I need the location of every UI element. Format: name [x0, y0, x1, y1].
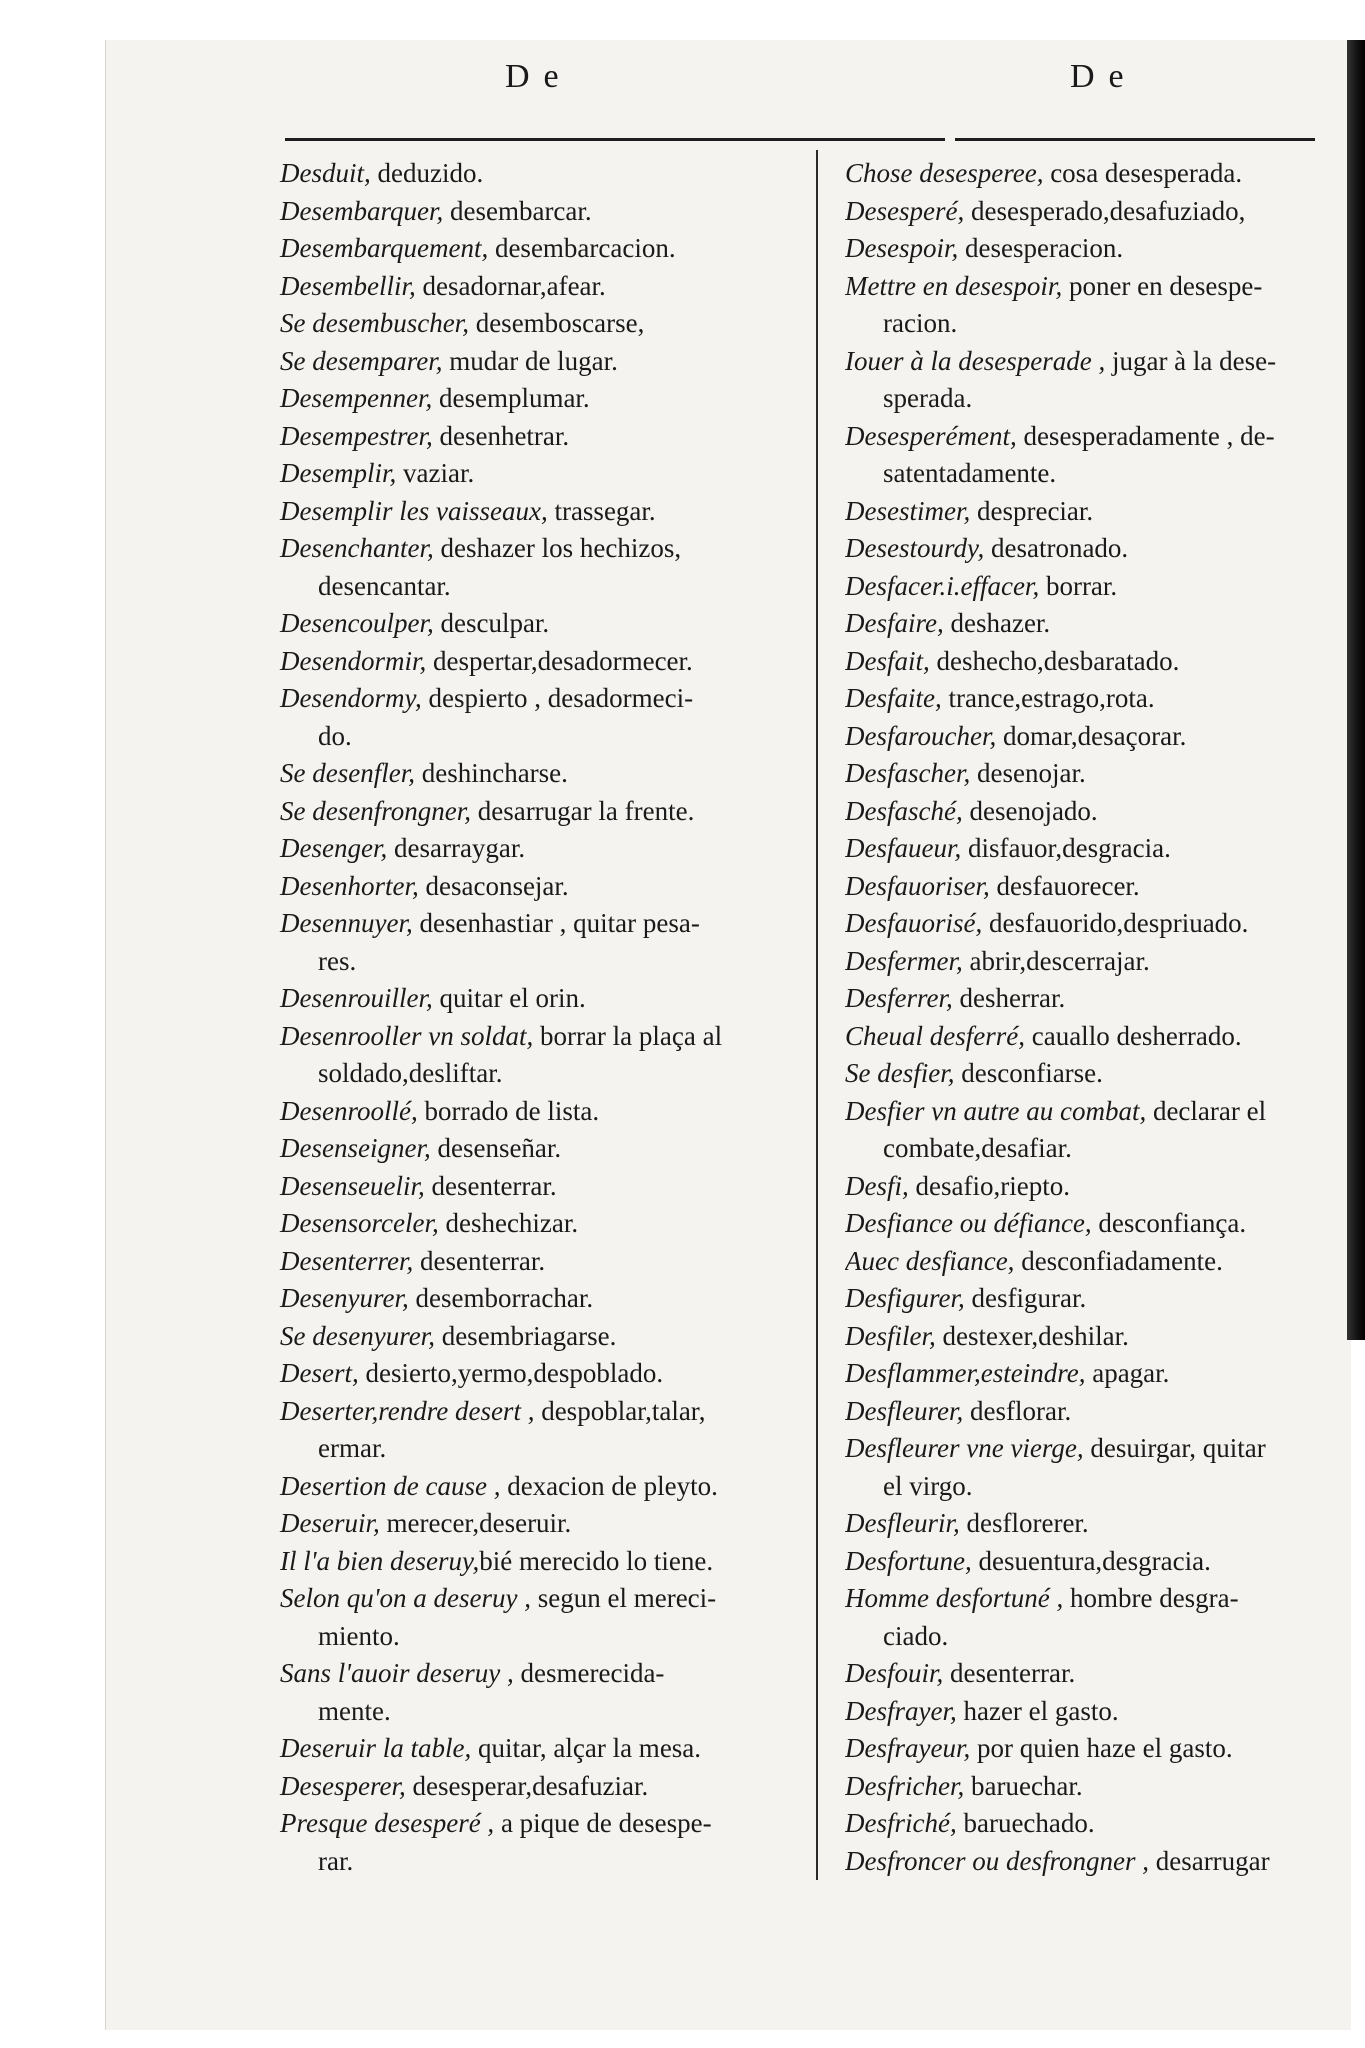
- dictionary-entry-line: [280, 755, 800, 793]
- spanish-translation: desesperar,desafuziar.: [405, 1770, 649, 1801]
- spanish-translation: desemboscarse,: [468, 308, 645, 338]
- spanish-translation: destexer,deshilar.: [935, 1320, 1129, 1351]
- french-headword: Desfaueur,: [845, 833, 962, 863]
- dictionary-entry-line: [280, 1393, 800, 1431]
- dictionary-entry-line: [845, 793, 1345, 831]
- french-headword: Desfigurer,: [845, 1283, 965, 1313]
- french-headword: Desencoulper,: [280, 608, 434, 638]
- spanish-translation: sperada.: [883, 383, 973, 413]
- dictionary-entry-line: [845, 1618, 1345, 1656]
- dictionary-entry-line: [845, 305, 1345, 343]
- french-headword: Desfi,: [845, 1170, 909, 1201]
- spanish-translation: bié merecido lo tiene.: [479, 1545, 714, 1576]
- french-headword: Mettre en desespoir,: [845, 270, 1063, 301]
- french-headword: Desenroollé,: [280, 1095, 418, 1126]
- french-headword: Desenseigner,: [280, 1133, 431, 1163]
- french-headword: Desendormy,: [280, 683, 422, 713]
- french-headword: Desesperé,: [845, 195, 965, 226]
- french-headword: Desfleurir,: [845, 1508, 960, 1538]
- dictionary-entry-line: [280, 1543, 800, 1581]
- spanish-translation: desencantar.: [318, 570, 451, 601]
- french-headword: Se desfier,: [845, 1058, 955, 1088]
- dictionary-entry-line: [280, 530, 800, 568]
- dictionary-entry-line: [280, 1205, 800, 1243]
- spanish-translation: desarrugar la frente.: [470, 795, 695, 826]
- right-column: [845, 155, 1345, 1880]
- spanish-translation: desemplumar.: [432, 383, 590, 413]
- dictionary-entry-line: [280, 1843, 800, 1881]
- dictionary-entry-line: [845, 643, 1345, 681]
- french-headword: Desembarquer,: [280, 195, 444, 226]
- spanish-translation: desculpar.: [433, 608, 550, 638]
- spanish-translation: borrado de lista.: [417, 1095, 600, 1126]
- spanish-translation: desembarcar.: [443, 195, 592, 226]
- dictionary-entry-line: [280, 1093, 800, 1131]
- dictionary-entry-line: [845, 1655, 1345, 1693]
- french-headword: Desert,: [280, 1358, 359, 1388]
- dictionary-entry-line: [845, 568, 1345, 606]
- spanish-translation: desemborrachar.: [408, 1283, 594, 1313]
- dictionary-entry-line: [845, 1168, 1345, 1206]
- spanish-translation: desarraygar.: [387, 833, 526, 863]
- spanish-translation: mente.: [318, 1695, 391, 1726]
- spanish-translation: apagar.: [1085, 1358, 1170, 1388]
- spanish-translation: despoblar,talar,: [534, 1395, 706, 1426]
- spanish-translation: el virgo.: [883, 1470, 973, 1501]
- spanish-translation: borrar.: [1039, 570, 1118, 601]
- dictionary-entry-line: [280, 1130, 800, 1168]
- dictionary-entry-line: [280, 1280, 800, 1318]
- dictionary-entry-line: [280, 1018, 800, 1056]
- french-headword: Presque desesperé ,: [280, 1808, 495, 1838]
- spanish-translation: despierto , desadormeci-: [421, 683, 694, 713]
- spanish-translation: desuentura,desgracia.: [971, 1545, 1211, 1576]
- french-headword: Desfleurer,: [845, 1395, 964, 1426]
- french-headword: Desfasché,: [845, 795, 963, 826]
- french-headword: Desertion de cause ,: [280, 1470, 501, 1501]
- dictionary-entry-line: [280, 343, 800, 381]
- spanish-translation: desadornar,afear.: [415, 270, 606, 301]
- dictionary-entry-line: [280, 905, 800, 943]
- dictionary-entry-line: [280, 193, 800, 231]
- french-headword: Desendormir,: [280, 645, 427, 676]
- spanish-translation: deshechizar.: [438, 1208, 579, 1238]
- spanish-translation: soldado,desliftar.: [318, 1058, 503, 1088]
- dictionary-entry-line: [845, 943, 1345, 981]
- french-headword: Desfrayer,: [845, 1695, 957, 1726]
- dictionary-entry-line: [280, 980, 800, 1018]
- spanish-translation: cosa desesperada.: [1043, 158, 1243, 188]
- dictionary-entry-line: [845, 830, 1345, 868]
- french-headword: Desfleurer vne vierge,: [845, 1433, 1084, 1463]
- dictionary-entry-line: [845, 1843, 1345, 1881]
- spanish-translation: abrir,descerrajar.: [962, 945, 1150, 976]
- spanish-translation: mudar de lugar.: [442, 345, 618, 376]
- french-headword: Desenhorter,: [280, 870, 419, 901]
- french-headword: Auec desfiance,: [845, 1245, 1015, 1276]
- french-headword: Desemplir,: [280, 458, 397, 488]
- spanish-translation: despertar,desadormecer.: [426, 645, 693, 676]
- dictionary-entry-line: [280, 943, 800, 981]
- spanish-translation: res.: [318, 945, 357, 976]
- spanish-translation: desenojar.: [970, 758, 1086, 788]
- french-headword: Desflammer,esteindre,: [845, 1358, 1086, 1388]
- dictionary-entry-line: [280, 1768, 800, 1806]
- dictionary-entry-line: [845, 755, 1345, 793]
- spanish-translation: satentadamente.: [883, 458, 1057, 488]
- dictionary-entry-line: [845, 1580, 1345, 1618]
- spanish-translation: desierto,yermo,despoblado.: [358, 1358, 664, 1388]
- french-headword: Desfier vn autre au combat,: [845, 1095, 1147, 1126]
- dictionary-entry-line: [845, 1130, 1345, 1168]
- scan-margin: [0, 0, 105, 2048]
- dictionary-entry-line: [845, 1318, 1345, 1356]
- spanish-translation: despreciar.: [970, 495, 1094, 526]
- french-headword: Desempestrer,: [280, 420, 433, 451]
- spanish-translation: desmerecida-: [513, 1658, 665, 1688]
- spanish-translation: dexacion de pleyto.: [500, 1470, 718, 1501]
- dictionary-entry-line: [845, 380, 1345, 418]
- dictionary-entry-line: [280, 455, 800, 493]
- french-headword: Desfauoriser,: [845, 870, 990, 901]
- spanish-translation: trance,estrago,rota.: [941, 683, 1155, 713]
- spanish-translation: por quien haze el gasto.: [970, 1733, 1233, 1763]
- spanish-translation: domar,desaçorar.: [996, 720, 1187, 751]
- dictionary-entry-line: [280, 1505, 800, 1543]
- french-headword: Desenyurer,: [280, 1283, 409, 1313]
- dictionary-entry-line: [845, 1768, 1345, 1806]
- spanish-translation: desesperacion.: [958, 233, 1124, 263]
- dictionary-entry-line: [845, 718, 1345, 756]
- dictionary-entry-line: [845, 680, 1345, 718]
- french-headword: Desenrooller vn soldat,: [280, 1020, 534, 1051]
- french-headword: Desenterrer,: [280, 1245, 414, 1276]
- french-headword: Desferrer,: [845, 983, 953, 1013]
- dictionary-entry-line: [280, 1618, 800, 1656]
- dictionary-entry-line: [845, 1730, 1345, 1768]
- spanish-translation: desembarcacion.: [488, 233, 676, 263]
- dictionary-entry-line: [280, 155, 800, 193]
- french-headword: Se desenfrongner,: [280, 795, 471, 826]
- dictionary-entry-line: [280, 605, 800, 643]
- dictionary-entry-line: [280, 1468, 800, 1506]
- spanish-translation: desenterrar.: [424, 1170, 557, 1201]
- french-headword: Selon qu'on a deseruy ,: [280, 1583, 531, 1613]
- french-headword: Desfaite,: [845, 683, 942, 713]
- spanish-translation: desfauorido,despriuado.: [982, 908, 1249, 938]
- spanish-translation: desafio,riepto.: [908, 1170, 1070, 1201]
- dictionary-entry-line: [845, 1205, 1345, 1243]
- spanish-translation: declarar el: [1146, 1095, 1267, 1126]
- spanish-translation: desenhetrar.: [432, 420, 570, 451]
- spanish-translation: deshazer los hechizos,: [433, 533, 682, 563]
- dictionary-entry-line: [845, 1018, 1345, 1056]
- dictionary-entry-line: [280, 643, 800, 681]
- french-headword: Cheual desferré,: [845, 1020, 1025, 1051]
- french-headword: Desemplir les vaisseaux,: [280, 495, 548, 526]
- dictionary-entry-line: [280, 1655, 800, 1693]
- dictionary-entry-line: [845, 155, 1345, 193]
- dictionary-entry-line: [280, 1430, 800, 1468]
- spanish-translation: deduzido.: [370, 158, 484, 188]
- dictionary-entry-line: [280, 1580, 800, 1618]
- spanish-translation: desesperado,desafuziado,: [964, 195, 1246, 226]
- running-head-right: De: [1070, 58, 1138, 95]
- spanish-translation: desenterrar.: [943, 1658, 1076, 1688]
- french-headword: Sans l'auoir deseruy ,: [280, 1658, 514, 1688]
- dictionary-entry-line: [280, 1243, 800, 1281]
- french-headword: Desfricher,: [845, 1770, 965, 1801]
- spanish-translation: baruechado.: [956, 1808, 1095, 1838]
- dictionary-entry-line: [845, 493, 1345, 531]
- spanish-translation: trassegar.: [547, 495, 656, 526]
- spanish-translation: desenterrar.: [413, 1245, 546, 1276]
- dictionary-entry-line: [845, 1505, 1345, 1543]
- dictionary-entry-line: [280, 268, 800, 306]
- french-headword: Desesperément,: [845, 420, 1017, 451]
- dictionary-entry-line: [280, 568, 800, 606]
- header-rule-right: [955, 138, 1315, 141]
- french-headword: Desesperer,: [280, 1770, 406, 1801]
- dictionary-entry-line: [845, 455, 1345, 493]
- spanish-translation: ermar.: [318, 1433, 387, 1463]
- dictionary-entry-line: [280, 868, 800, 906]
- dictionary-entry-line: [845, 268, 1345, 306]
- spanish-translation: racion.: [883, 308, 958, 338]
- french-headword: Desfrayeur,: [845, 1733, 971, 1763]
- dictionary-entry-line: [845, 230, 1345, 268]
- french-headword: Desfroncer ou desfrongner ,: [845, 1845, 1149, 1876]
- dictionary-entry-line: [845, 1468, 1345, 1506]
- spanish-translation: combate,desafiar.: [883, 1133, 1072, 1163]
- spanish-translation: quitar el orin.: [432, 983, 586, 1013]
- dictionary-entry-line: [280, 1693, 800, 1731]
- page-edge-shadow: [1347, 40, 1365, 1340]
- dictionary-entry-line: [845, 1243, 1345, 1281]
- dictionary-entry-line: [280, 1168, 800, 1206]
- dictionary-entry-line: [280, 1355, 800, 1393]
- spanish-translation: desenojado.: [962, 795, 1098, 826]
- spanish-translation: jugar à la dese-: [1105, 345, 1277, 376]
- french-headword: Desenger,: [280, 833, 388, 863]
- dictionary-entry-line: [845, 1393, 1345, 1431]
- spanish-translation: desconfiadamente.: [1014, 1245, 1223, 1276]
- dictionary-entry-line: [845, 530, 1345, 568]
- dictionary-entry-line: [845, 905, 1345, 943]
- spanish-translation: desuirgar, quitar: [1083, 1433, 1266, 1463]
- spanish-translation: ciado.: [883, 1620, 949, 1651]
- french-headword: Deseruir la table,: [280, 1733, 472, 1763]
- dictionary-entry-line: [845, 868, 1345, 906]
- dictionary-entry-line: [845, 418, 1345, 456]
- french-headword: Deserter,rendre desert ,: [280, 1395, 535, 1426]
- dictionary-entry-line: [280, 230, 800, 268]
- french-headword: Se desenyurer,: [280, 1320, 435, 1351]
- dictionary-entry-line: [845, 980, 1345, 1018]
- dictionary-entry-line: [280, 680, 800, 718]
- spanish-translation: segun el mereci-: [530, 1583, 717, 1613]
- spanish-translation: a pique de desespe-: [494, 1808, 712, 1838]
- spanish-translation: hazer el gasto.: [956, 1695, 1119, 1726]
- dictionary-entry-line: [845, 1693, 1345, 1731]
- dictionary-entry-line: [280, 1318, 800, 1356]
- dictionary-entry-line: [845, 1093, 1345, 1131]
- spanish-translation: do.: [318, 720, 352, 751]
- dictionary-entry-line: [845, 1805, 1345, 1843]
- running-head-left: De: [505, 58, 573, 95]
- dictionary-entry-line: [845, 1280, 1345, 1318]
- spanish-translation: rar.: [318, 1845, 354, 1876]
- french-headword: Desfauorisé,: [845, 908, 983, 938]
- french-headword: Desfascher,: [845, 758, 971, 788]
- french-headword: Desenchanter,: [280, 533, 434, 563]
- dictionary-entry-line: [280, 830, 800, 868]
- spanish-translation: desflorerer.: [959, 1508, 1089, 1538]
- spanish-translation: desarrugar: [1148, 1845, 1270, 1876]
- french-headword: Desenseuelir,: [280, 1170, 425, 1201]
- french-headword: Il l'a bien deseruy,: [280, 1545, 480, 1576]
- spanish-translation: desfigurar.: [964, 1283, 1087, 1313]
- french-headword: Desfriché,: [845, 1808, 957, 1838]
- french-headword: Desespoir,: [845, 233, 959, 263]
- spanish-translation: disfauor,desgracia.: [961, 833, 1171, 863]
- french-headword: Desfacer.i.effacer,: [845, 570, 1040, 601]
- french-headword: Se desemparer,: [280, 345, 443, 376]
- french-headword: Se desenfler,: [280, 758, 415, 788]
- french-headword: Desfaroucher,: [845, 720, 997, 751]
- french-headword: Desfiance ou défiance,: [845, 1208, 1092, 1238]
- dictionary-entry-line: [845, 193, 1345, 231]
- spanish-translation: poner en desespe-: [1062, 270, 1263, 301]
- french-headword: Desestimer,: [845, 495, 971, 526]
- french-headword: Iouer à la desesperade ,: [845, 345, 1106, 376]
- spanish-translation: desatronado.: [984, 533, 1129, 563]
- french-headword: Desfermer,: [845, 945, 963, 976]
- french-headword: Chose desesperee,: [845, 158, 1044, 188]
- spanish-translation: desenhastiar , quitar pesa-: [412, 908, 700, 938]
- dictionary-entry-line: [845, 1430, 1345, 1468]
- dictionary-entry-line: [280, 380, 800, 418]
- spanish-translation: desconfiarse.: [954, 1058, 1103, 1088]
- dictionary-entry-line: [845, 1055, 1345, 1093]
- spanish-translation: desesperadamente , de-: [1016, 420, 1275, 451]
- dictionary-entry-line: [280, 493, 800, 531]
- header-rule-left: [285, 138, 945, 141]
- spanish-translation: desenseñar.: [430, 1133, 562, 1163]
- dictionary-entry-line: [845, 1543, 1345, 1581]
- french-headword: Homme desfortuné ,: [845, 1583, 1064, 1613]
- dictionary-entry-line: [280, 305, 800, 343]
- dictionary-entry-line: [845, 605, 1345, 643]
- french-headword: Desenrouiller,: [280, 983, 433, 1013]
- spanish-translation: cauallo desherrado.: [1024, 1020, 1242, 1051]
- spanish-translation: desembriagarse.: [434, 1320, 617, 1351]
- spanish-translation: miento.: [318, 1620, 400, 1651]
- spanish-translation: desflorar.: [963, 1395, 1072, 1426]
- french-headword: Desfaire,: [845, 608, 944, 638]
- french-headword: Desduit,: [280, 158, 371, 188]
- left-column: [280, 155, 800, 1880]
- spanish-translation: desherrar.: [952, 983, 1066, 1013]
- french-headword: Desfouir,: [845, 1658, 944, 1688]
- spanish-translation: merecer,deseruir.: [379, 1508, 572, 1538]
- french-headword: Desestourdy,: [845, 533, 985, 563]
- french-headword: Desennuyer,: [280, 908, 413, 938]
- spanish-translation: deshecho,desbaratado.: [929, 645, 1180, 676]
- french-headword: Desfortune,: [845, 1545, 972, 1576]
- french-headword: Desfait,: [845, 645, 930, 676]
- spanish-translation: deshincharse.: [414, 758, 568, 788]
- spanish-translation: vaziar.: [396, 458, 475, 488]
- spanish-translation: quitar, alçar la mesa.: [471, 1733, 702, 1763]
- spanish-translation: borrar la plaça al: [533, 1020, 723, 1051]
- dictionary-entry-line: [280, 718, 800, 756]
- spanish-translation: desfauorecer.: [989, 870, 1140, 901]
- french-headword: Deseruir,: [280, 1508, 380, 1538]
- french-headword: Desensorceler,: [280, 1208, 439, 1238]
- french-headword: Desembarquement,: [280, 233, 489, 263]
- french-headword: Se desembuscher,: [280, 308, 469, 338]
- dictionary-entry-line: [845, 1355, 1345, 1393]
- french-headword: Desfiler,: [845, 1320, 936, 1351]
- spanish-translation: baruechar.: [964, 1770, 1083, 1801]
- dictionary-entry-line: [845, 343, 1345, 381]
- spanish-translation: hombre desgra-: [1063, 1583, 1239, 1613]
- dictionary-entry-line: [280, 1805, 800, 1843]
- dictionary-entry-line: [280, 793, 800, 831]
- dictionary-entry-line: [280, 1055, 800, 1093]
- spanish-translation: deshazer.: [943, 608, 1051, 638]
- column-divider: [816, 150, 818, 1880]
- spanish-translation: desconfiança.: [1091, 1208, 1247, 1238]
- dictionary-entry-line: [280, 418, 800, 456]
- spanish-translation: desaconsejar.: [418, 870, 569, 901]
- french-headword: Desempenner,: [280, 383, 433, 413]
- french-headword: Desembellir,: [280, 270, 416, 301]
- dictionary-entry-line: [280, 1730, 800, 1768]
